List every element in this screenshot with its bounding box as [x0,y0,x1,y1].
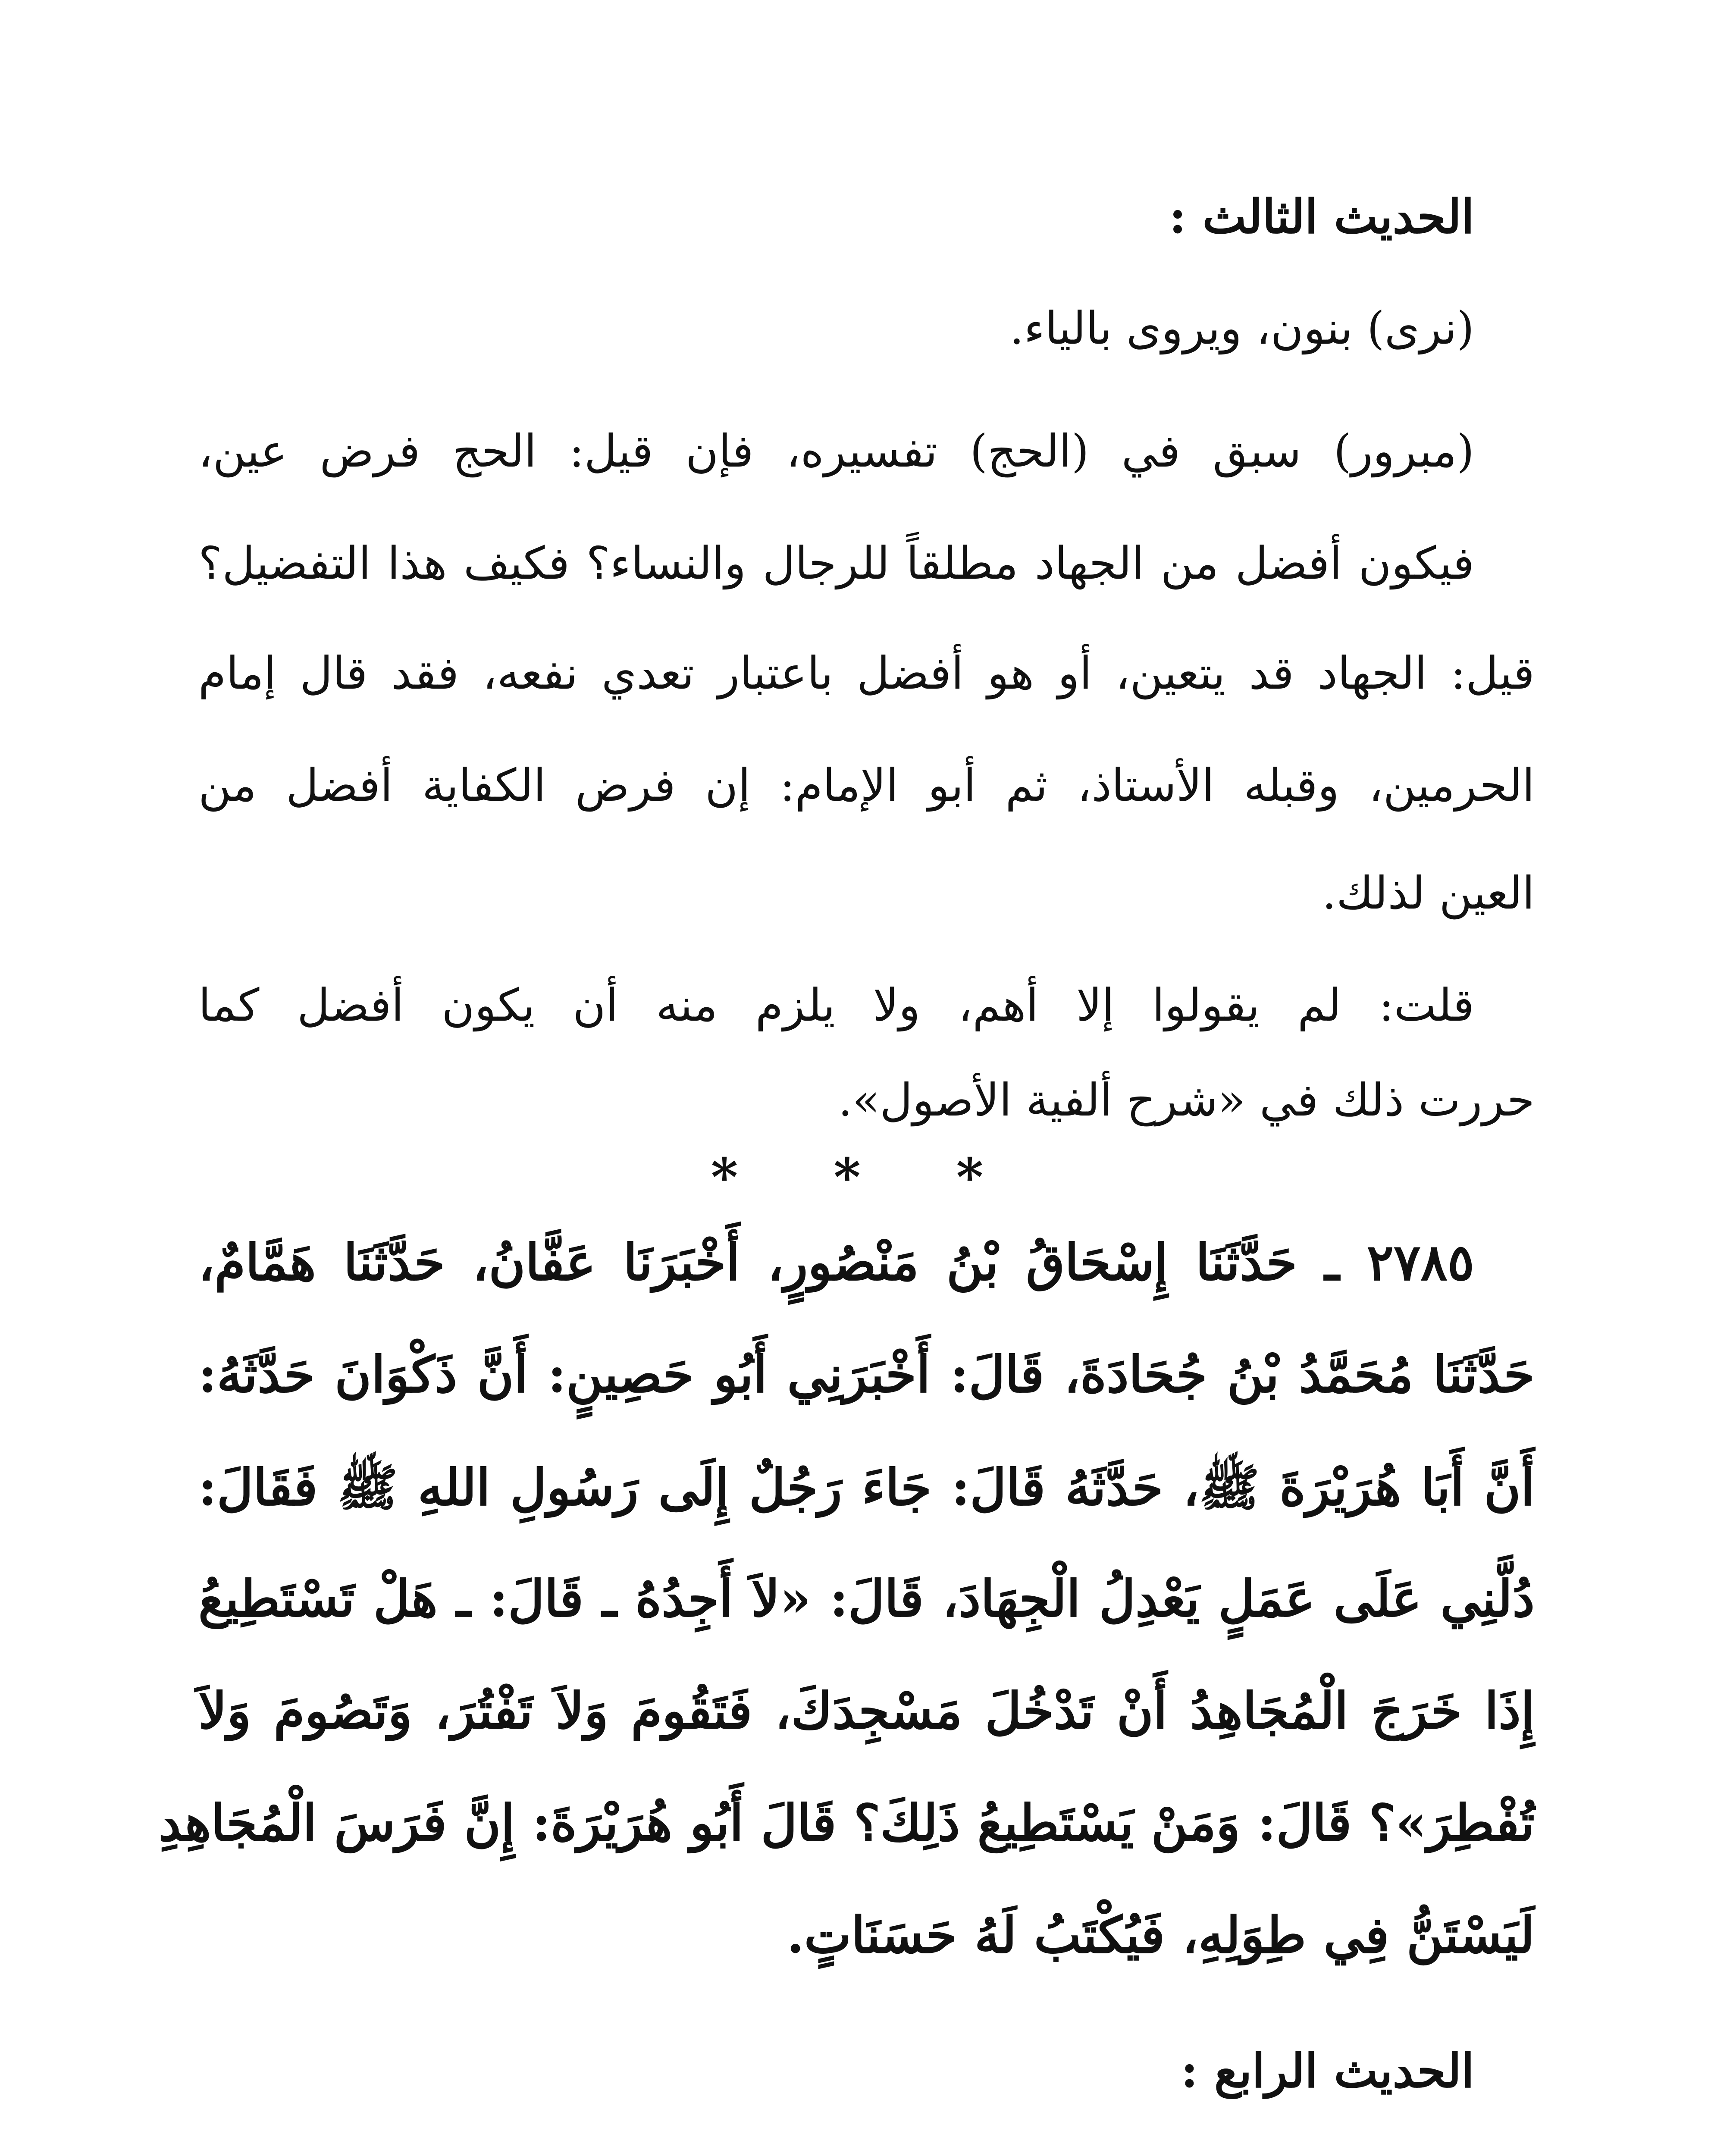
commentary-line: الحرمين، وقبله الأستاذ، ثم أبو الإمام: إن فرض الكفاية أفضل من [198,759,1535,812]
commentary-line: (مبرور) سبق في (الحج) تفسيره، فإن قيل: الحج فرض عين، [198,425,1474,477]
section-heading-3: الحديث الثالث : [1169,190,1474,244]
hadith-line: ٢٧٨٥ ـ حَدَّثَنَا إِسْحَاقُ بْنُ مَنْصُورٍ، أَخْبَرَنَا عَفَّانُ، حَدَّثَنَا هَمَّامٌ، [198,1233,1474,1292]
hadith-line: حَدَّثَنَا مُحَمَّدُ بْنُ جُحَادَةَ، قَالَ: أَخْبَرَنِي أَبُو حَصِينٍ: أَنَّ ذَكْوَانَ حَدَّثَهُ: [198,1345,1535,1404]
commentary-line: العين لذلك. [1322,867,1535,919]
hadith-line: لَيَسْتَنُّ فِي طِوَلِهِ، فَيُكْتَبُ لَهُ حَسَنَاتٍ. [787,1906,1535,1965]
section-heading-4: الحديث الرابع : [1181,2044,1474,2098]
hadith-line: أَنَّ أَبَا هُرَيْرَةَ ﷺ، حَدَّثَهُ قَالَ: جَاءَ رَجُلٌ إِلَى رَسُولِ اللهِ ﷺ فَقَالَ: [198,1458,1535,1517]
hadith-line: دُلَّنِي عَلَى عَمَلٍ يَعْدِلُ الْجِهَادَ، قَالَ: «لاَ أَجِدُهُ ـ قَالَ: ـ هَلْ تَسْتَطِيعُ [198,1570,1535,1628]
commentary-line: فيكون أفضل من الجهاد مطلقاً للرجال والنساء؟ فكيف هذا التفضيل؟ [198,537,1474,589]
commentary-line: قلت: لم يقولوا إلا أهم، ولا يلزم منه أن يكون أفضل كما [198,979,1474,1031]
commentary-line: (نرى) بنون، ويروى بالياء. [1009,302,1474,354]
hadith-line: تُفْطِرَ»؟ قَالَ: وَمَنْ يَسْتَطِيعُ ذَلِكَ؟ قَالَ أَبُو هُرَيْرَةَ: إِنَّ فَرَسَ الْمُجَاهِدِ [158,1794,1535,1852]
hadith-line: إِذَا خَرَجَ الْمُجَاهِدُ أَنْ تَدْخُلَ مَسْجِدَكَ، فَتَقُومَ وَلاَ تَفْتُرَ، وَتَصُومَ وَلاَ [198,1682,1535,1740]
commentary-line: حررت ذلك في «شرح ألفية الأصول». [838,1074,1535,1126]
commentary-line: قيل: الجهاد قد يتعين، أو هو أفضل باعتبار تعدي نفعه، فقد قال إمام [198,647,1535,699]
section-separator: * * * [711,1147,1022,1208]
